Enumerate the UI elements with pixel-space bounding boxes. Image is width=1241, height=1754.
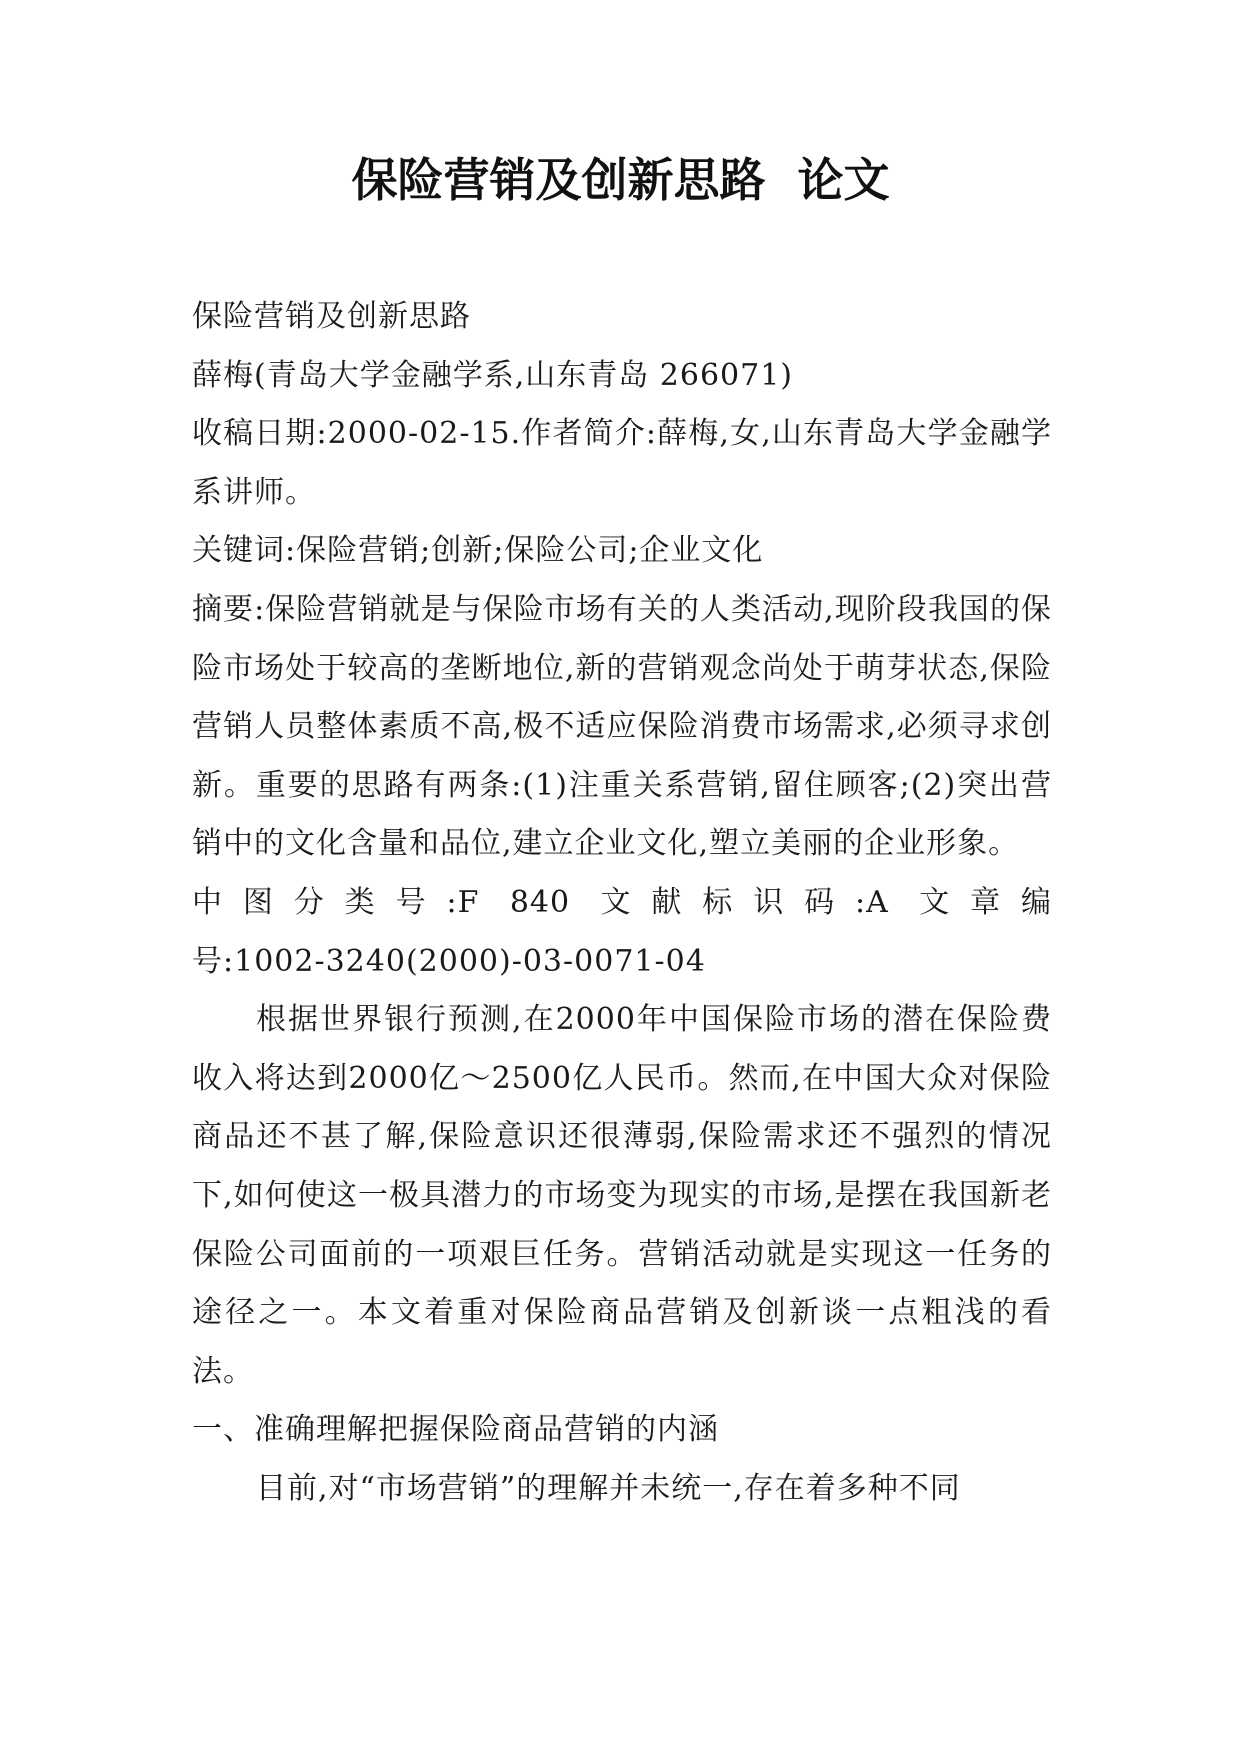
section-paragraph: 目前,对“市场营销”的理解并未统一,存在着多种不同: [256, 1470, 961, 1506]
intro-paragraph: 根据世界银行预测,在2000年中国保险市场的潜在保险费收入将达到2000亿～2500亿人民币。然而,在中国大众对保险商品还不甚了解,保险意识还很薄弱,保险需求还不强烈的情况下,如何使这一极具潜力的市场变为现实的市场,是摆在我国新老保险公司面前的一项艰巨任务。营销活动就是实现这一任务的途径之一。本文着重对保险商品营销及创新谈一点粗浅的看法。: [192, 1002, 1052, 1389]
author-affiliation: 薛梅(青岛大学金融学系,山东青岛 266071): [192, 357, 794, 393]
section-heading: 一、准确理解把握保险商品营销的内涵: [192, 1412, 719, 1448]
classification-line-1: 中图分类号:F 840 文献标识码:A 文章编: [192, 884, 1052, 920]
keywords: 关键词:保险营销;创新;保险公司;企业文化: [192, 533, 764, 569]
received-date-author-bio: 收稿日期:2000-02-15.作者简介:薛梅,女,山东青岛大学金融学系讲师。: [192, 416, 1052, 510]
classification-line-2: 号:1002-3240(2000)-03-0071-04: [192, 943, 706, 979]
paper-title: 保险营销及创新思路: [192, 299, 471, 334]
document-body: [192, 288, 1052, 1518]
abstract: 摘要:保险营销就是与保险市场有关的人类活动,现阶段我国的保险市场处于较高的垄断地位,新的营销观念尚处于萌芽状态,保险营销人员整体素质不高,极不适应保险消费市场需求,必须寻求创新。重要的思路有两条:(1)注重关系营销,留住顾客;(2)突出营销中的文化含量和品位,建立企业文化,塑立美丽的企业形象。: [192, 591, 1052, 862]
document-title: 保险营销及创新思路 论文: [351, 153, 890, 207]
